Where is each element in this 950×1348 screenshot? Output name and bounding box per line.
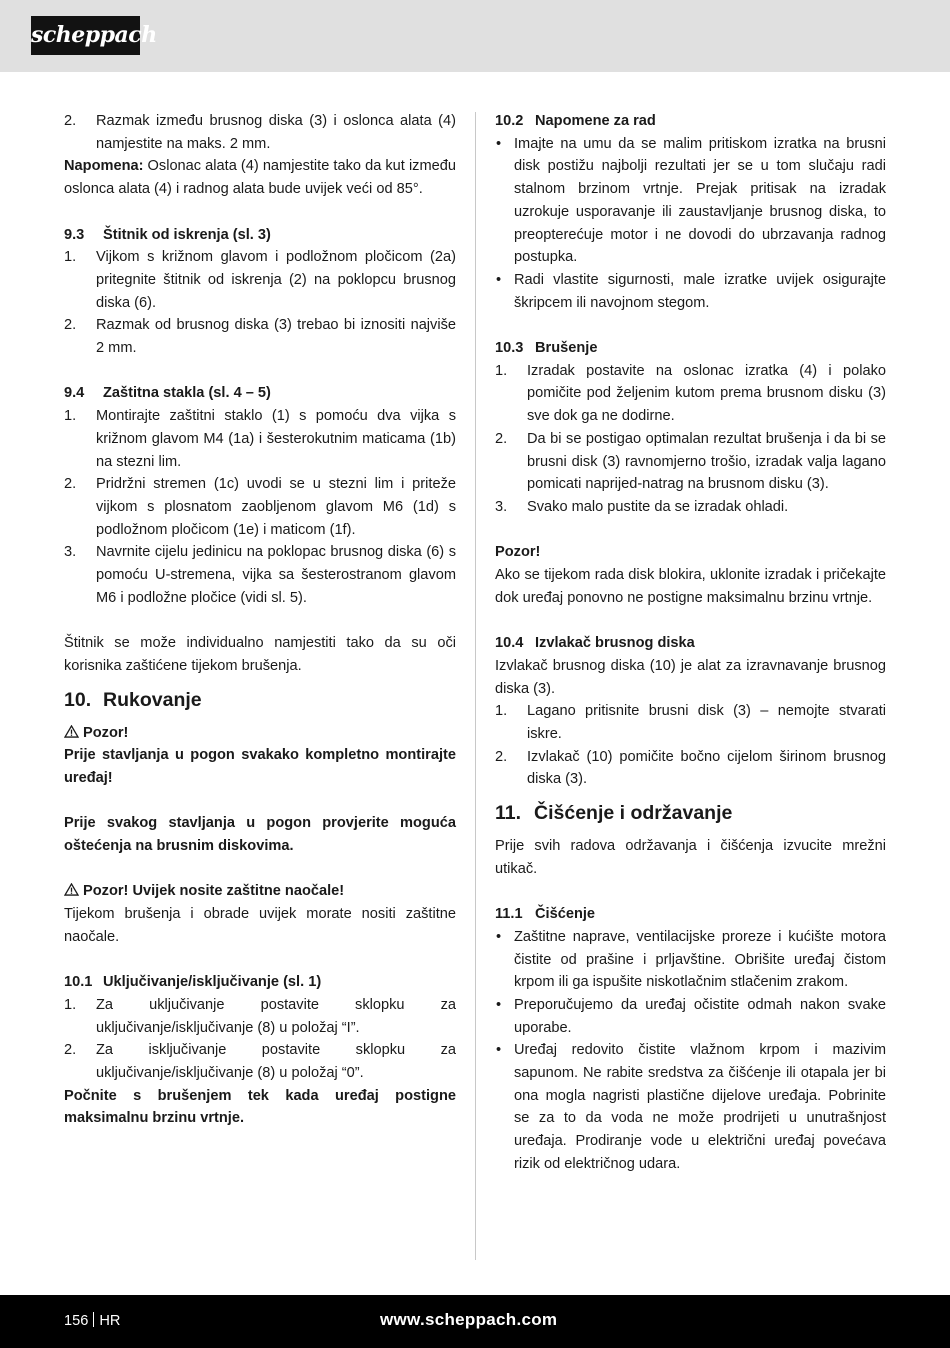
warning-triangle-icon [64, 725, 79, 738]
section-heading-11: 11. Čišćenje i održavanje [495, 802, 733, 825]
section-heading-11-1: 11.1 Čišćenje [495, 906, 596, 923]
list-item: • Preporučujemo da uređaj očistite odmah nakon svake uporabe. [495, 994, 886, 1039]
section-heading-10-1: 10.1 Uključivanje/isključivanje (sl. 1) [64, 974, 322, 991]
list-item: 3. Svako malo pustite da se izradak ohladi. [495, 498, 789, 515]
caution-text: Ako se tijekom rada disk blokira, uklonite izradak i pričekajte dok uređaj ponovno ne postigne maksimalnu brzinu vrtnje. [495, 567, 886, 606]
note-paragraph: Napomena: Oslonac alata (4) namjestite tako da kut između oslonca alata (4) i radnog alata bude uvijek veći od 85°. [64, 158, 456, 198]
left-column [64, 110, 456, 1130]
list-item: 1. Vijkom s križnom glavom i podložnom pločicom (2a) pritegnite štitnik od iskrenja (2) na poklopcu brusnog diska (6). [64, 249, 456, 311]
page-number: 156 HR [64, 1313, 121, 1329]
warning-text: Tijekom brušenja i obrade uvijek morate nositi zaštitne naočale. [64, 906, 456, 945]
list-item: 2. Izvlakač (10) pomičite bočno cijelom širinom brusnog diska (3). [495, 748, 886, 788]
dresser-intro: Izvlakač brusnog diska (10) je alat za izravnavanje brusnog diska (3). [495, 657, 886, 697]
warning-title: Pozor! Uvijek nosite zaštitne naočale! [64, 880, 456, 903]
list-item: • Zaštitne naprave, ventilacijske proreze i kućište motora čistite od prašine i prljavštine. Obrišite uređaj čistom krpom ili ga ispušite niskotlačnim stlačenim zrakom. [495, 926, 886, 994]
list-item: 1. Lagano pritisnite brusni disk (3) – nemojte stvarati iskre. [495, 703, 886, 742]
section-heading-10-3: 10.3 Brušenje [495, 340, 598, 357]
footer-band [0, 1295, 950, 1348]
footer-separator [93, 1312, 94, 1327]
section-heading-10: 10. Rukovanje [64, 688, 202, 711]
list-item: 2. Pridržni stremen (1c) uvodi se u stezni lim i priteže vijkom s plosnatom zaobljenom glavom M6 (1d) s podložnom pločicom (1e) i maticom (1f). [64, 476, 456, 538]
list-10-1 [64, 994, 456, 1085]
scheppach-logo: scheppach [31, 16, 140, 55]
warning-text: Prije svakog stavljanja u pogon provjerite moguća oštećenja na brusnim diskovima. [64, 815, 456, 855]
list-item: 1. Izradak postavite na oslonac izratka (4) i polako pomičite pod željenim kutom prema brusnom disku (3) sve dok ga ne dodirne. [495, 362, 886, 425]
column-divider [475, 112, 476, 1260]
list-item: 2. Razmak od brusnog diska (3) trebao bi iznositi najviše 2 mm. [64, 317, 456, 357]
list-item: 1. Za uključivanje postavite sklopku za uključivanje/isključivanje (8) u položaj “I”. [64, 996, 456, 1036]
list-item: • Radi vlastite sigurnosti, male izratke uvijek osigurajte škripcem ili navojnom stegom. [495, 269, 886, 314]
maintenance-intro: Prije svih radova održavanja i čišćenja izvucite mrežni utikač. [495, 838, 886, 877]
bullets-10-2 [495, 133, 886, 315]
section-heading-10-4: 10.4 Izvlakač brusnog diska [495, 635, 695, 652]
warning-title: Pozor! [64, 722, 456, 745]
list-item: • Imajte na umu da se malim pritiskom izratka na brusni disk postižu najbolji rezultati jer se u tom slučaju radi stalnom brzinom vrtnje. Prejak pritisak na izradak uzrokuje usporavanje ili zaustavljanje brusnog diska, to preopterećuje motor i ne dovodi do ubrzavanja radnog postupka. [495, 133, 886, 269]
list-10-3 [495, 360, 886, 519]
shield-note: Štitnik se može individualno namjestiti tako da su oči korisnika zaštićene tijekom brušenja. [64, 635, 456, 674]
final-bold-note: Počnite s brušenjem tek kada uređaj postigne maksimalnu brzinu vrtnje. [64, 1087, 456, 1127]
list-continued [64, 110, 456, 155]
warning-triangle-icon [64, 883, 79, 896]
section-heading-9-3: 9.3 Štitnik od iskrenja (sl. 3) [64, 226, 271, 243]
right-column [495, 110, 886, 1176]
section-heading-9-4: 9.4 Zaštitna stakla (sl. 4 – 5) [64, 385, 271, 402]
list-item: 1. Montirajte zaštitni staklo (1) s pomoću dva vijka s križnom glavom M4 (1a) i šesterokutnim maticama (1b) na stezni lim. [64, 408, 456, 470]
list-9-4 [64, 405, 456, 609]
caution-title: Pozor! [495, 544, 541, 561]
list-item: 2. Da bi se postigao optimalan rezultat brušenja i da bi se brusni disk (3) ravnomjerno trošio, izradak valja lagano pomicati naprijed-natrag na brusnom disku (3). [495, 430, 886, 493]
list-item: 3. Navrnite cijelu jedinicu na poklopac brusnog diska (6) s pomoću U-stremena, vijka sa šesterostranom glavom M6 i podložne pločice (vidi sl. 5). [64, 544, 456, 606]
list-item: 2. Za isključivanje postavite sklopku za uključivanje/isključivanje (8) u položaj “0”. [64, 1042, 456, 1082]
warning-text: Prije stavljanja u pogon svakako kompletno montirajte uređaj! [64, 747, 456, 786]
footer-url: www.scheppach.com [380, 1310, 558, 1329]
bullets-11-1 [495, 926, 886, 1176]
list-item: 2. Razmak između brusnog diska (3) i oslonca alata (4) namjestite na maks. 2 mm. [64, 113, 456, 152]
list-10-4 [495, 700, 886, 791]
section-heading-10-2: 10.2 Napomene za rad [495, 113, 656, 129]
header-band [0, 0, 950, 72]
list-9-3 [64, 246, 456, 360]
list-item: • Uređaj redovito čistite vlažnom krpom i mazivim sapunom. Ne rabite sredstva za čišćenje ili otapala jer bi ona mogla nagristi plastične dijelove uređaja. Pobrinite se za to da voda ne može prodrijeti u unutrašnjost uređaja. Prodiranje vode u električni uređaj povećava rizik od električnog udara. [495, 1039, 886, 1175]
